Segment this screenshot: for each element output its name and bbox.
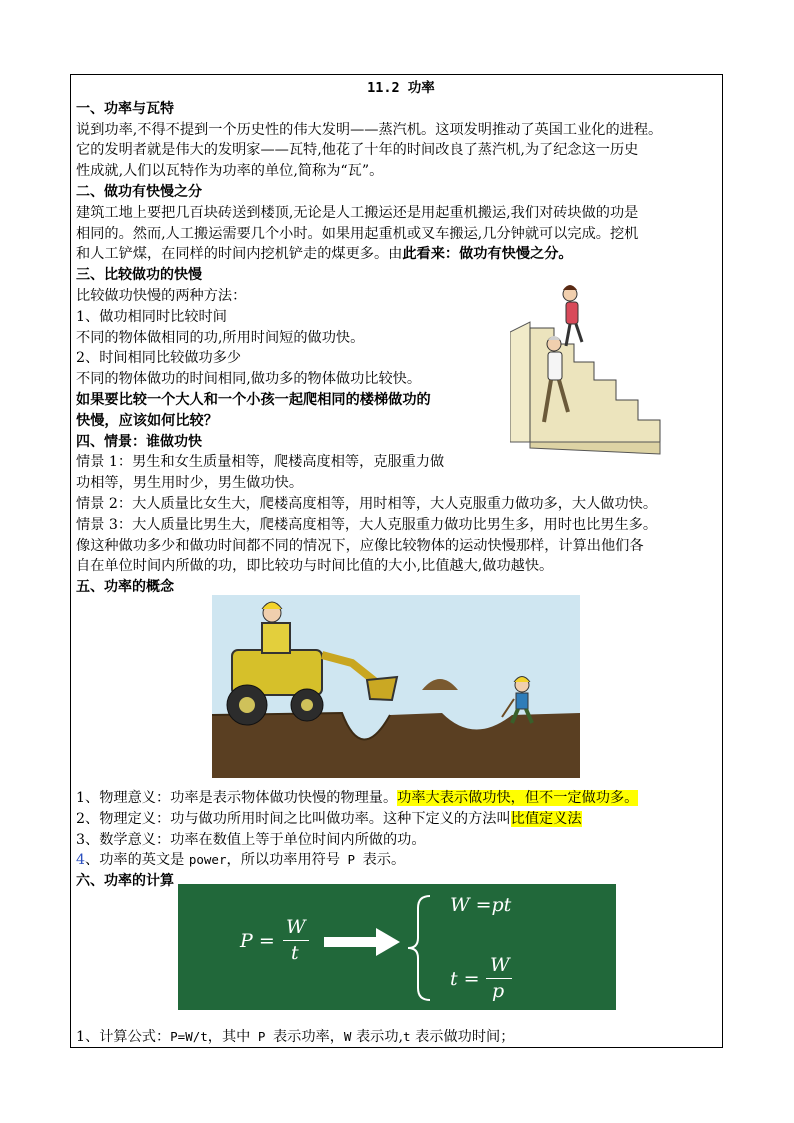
highlighted-text: 功率大表示做功快，但不一定做功多。 [397, 789, 639, 806]
symbol-p: P [250, 1028, 273, 1044]
concept-text: 1、物理意义：功率是表示物体做功快慢的物理量。 [76, 789, 398, 806]
section3-line: 2、时间相同比较做功多少 [76, 350, 242, 367]
arrow-right-icon [324, 928, 400, 956]
fraction-bar [283, 940, 309, 941]
section4-heading: 四、情景：谁做功快 [76, 433, 202, 450]
symbol-w: W [343, 1028, 352, 1044]
calc-text: ，其中 [207, 1028, 251, 1045]
scenario-line: 像这种做功多少和做功时间都不同的情况下，应像比较物体的运动快慢那样，计算出他们各 [76, 537, 644, 554]
section5-heading: 五、功率的概念 [76, 579, 174, 596]
formula-p-label: P = [240, 930, 275, 952]
section2-line [76, 244, 726, 265]
formula-denominator-t: t [291, 942, 299, 964]
concept-text: 表示。 [362, 852, 406, 869]
section2-conclusion: 此看来：做功有快慢之分。 [402, 246, 573, 263]
concept-text: 2、物理定义：功与做功所用时间之比叫做功率。这种下定义的方法叫 [76, 810, 511, 827]
calc-text: 表示功率， [272, 1028, 344, 1045]
section3-question: 快慢，应该如何比较？ [76, 412, 218, 429]
concept-item-1 [76, 788, 726, 809]
concept-item-3: 3、数学意义：功率在数值上等于单位时间内所做的功。 [76, 831, 426, 848]
formula-numerator-w: W [286, 916, 306, 938]
concept-text: 、功率的英文是 [85, 852, 189, 869]
section3-line: 比较做功快慢的两种方法： [76, 287, 247, 304]
calc-text: 1、计算公式： [76, 1028, 171, 1045]
section3-line: 1、做功相同时比较时间 [76, 308, 227, 325]
curly-brace-icon [406, 894, 434, 1002]
concept-item-2 [76, 809, 726, 830]
section3-question: 如果要比较一个大人和一个小孩一起爬相同的楼梯做功的 [76, 391, 431, 408]
scenario-line: 情景 2：大人质量比女生大，爬楼高度相等，用时相等，大人克服重力做功多，大人做功快。 [76, 495, 658, 512]
formula-denominator-p: p [492, 980, 505, 1002]
page-title: 11.2 功率 [367, 80, 435, 96]
scenario-line: 功相等，男生用时少，男生做功快。 [76, 475, 304, 492]
section1-line: 说到功率,不得不提到一个历史性的伟大发明——蒸汽机。这项发明推动了英国工业化的进程。 [76, 121, 663, 138]
scenario-line: 情景 1：男生和女生质量相等，爬楼高度相等，克服重力做 [76, 454, 445, 471]
calc-text: 表示功, [351, 1028, 404, 1045]
scenario-line: 自在单位时间内所做的功，即比较功与时间比值的大小,比值越大,做功越快。 [76, 558, 554, 575]
formula-board [178, 884, 616, 1010]
calc-item-1 [76, 1027, 726, 1048]
section2-last-text: 和人工铲煤，在同样的时间内挖机铲走的煤更多。由 [76, 246, 403, 263]
stairs-climbing-illustration [510, 272, 670, 468]
concept-item-4 [76, 850, 726, 871]
section1-line: 它的发明者就是伟大的发明家——瓦特,他花了十年的时间改良了蒸汽机,为了纪念这一历史 [76, 142, 639, 159]
symbol-p: P [340, 852, 363, 868]
section3-heading: 三、比较做功的快慢 [76, 267, 202, 284]
scenario-line: 情景 3：大人质量比男生大，爬楼高度相等，大人克服重力做功比男生多，用时也比男生多。 [76, 516, 658, 533]
english-word: power [188, 852, 227, 868]
excavator-and-worker-illustration [212, 595, 580, 778]
formula-numerator-w2: W [490, 954, 510, 976]
section3-line: 不同的物体做功的时间相同,做功多的物体做功比较快。 [76, 371, 422, 388]
section2-line: 相同的。然而,人工搬运需要几个小时。如果用起重机或叉车搬运,几分钟就可以完成。挖机 [76, 225, 639, 242]
item-number: 4 [76, 852, 86, 869]
concept-text: ，所以功率用符号 [226, 852, 341, 869]
calc-text: 表示做功时间； [410, 1028, 515, 1045]
fraction-bar [486, 978, 512, 979]
formula-w-equals-pt: W =pt [450, 894, 512, 916]
formula-t-label: t = [450, 968, 480, 990]
section3-line: 不同的物体做相同的功,所用时间短的做功快。 [76, 329, 365, 346]
section1-line: 性成就,人们以瓦特作为功率的单位,简称为“瓦”。 [76, 163, 384, 180]
section2-line: 建筑工地上要把几百块砖送到楼顶,无论是人工搬运还是用起重机搬运,我们对砖块做的功是 [76, 204, 639, 221]
formula-inline: P=W/t [170, 1028, 208, 1044]
section2-heading: 二、做功有快慢之分 [76, 183, 202, 200]
highlighted-text: 比值定义法 [510, 810, 582, 827]
section6-heading: 六、功率的计算 [76, 873, 174, 890]
symbol-t: t [403, 1028, 411, 1044]
section1-heading: 一、功率与瓦特 [76, 100, 174, 117]
